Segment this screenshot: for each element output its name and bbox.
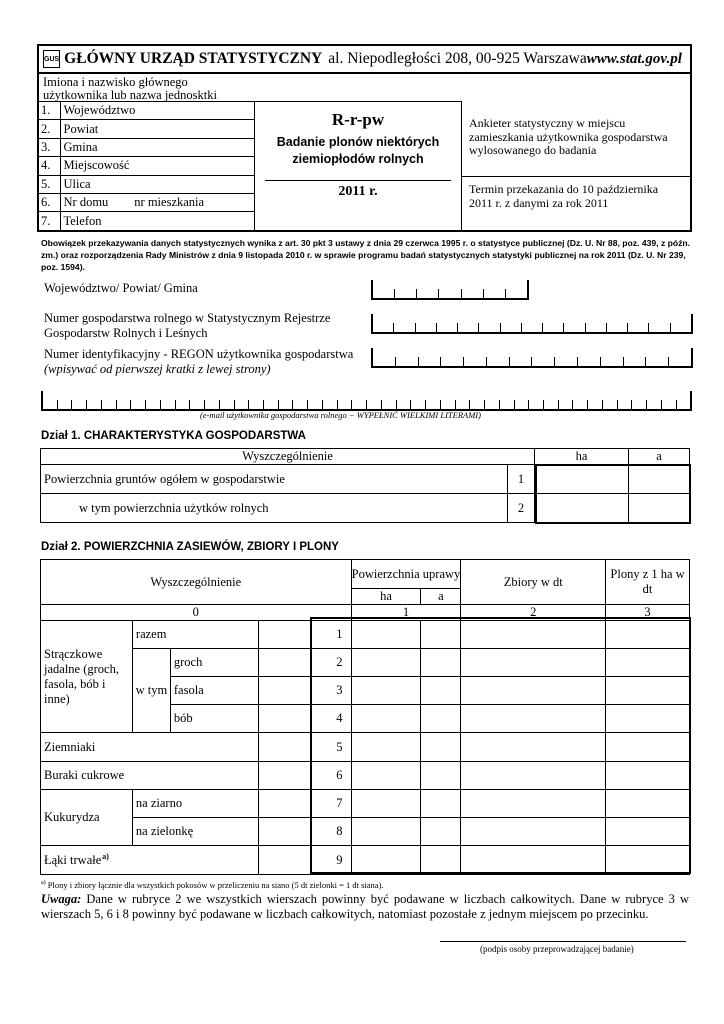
row-label-total-area: Powierzchnia gruntów ogółem w gospodarstwie [41,465,508,494]
cell-yield[interactable] [606,818,690,846]
row-label-broad-beans: bób [170,705,258,733]
cell-ha[interactable] [535,494,629,523]
signature-caption: (podpis osoby przeprowadzającej badanie) [480,944,634,954]
deadline-note: Termin przekazania do 10 października 2011 r. z danymi za rok 2011 [469,182,659,210]
form-code: R-r-pw [331,110,385,129]
apartment-number-label: nr mieszkania [134,195,205,210]
footnote-text: Plony i zbiory łącznie dla wszystkich pokosów w przeliczeniu na siano (5 dt zielonki = 1 dt siana). [47,880,384,890]
cell-a[interactable] [421,649,461,677]
row-number: 3. [39,138,60,156]
cell-ha[interactable] [351,818,421,846]
row-number: 2. [39,120,60,138]
regon-boxes[interactable] [371,348,693,368]
cell-yield[interactable] [606,677,690,705]
cell-ha[interactable] [351,705,421,733]
row-label-potatoes: Ziemniaki [41,733,259,762]
note-label: Uwaga: [41,892,82,906]
email-caption: (e-mail użytkownika gospodarstwa rolnego − WYPEŁNIĆ WIELKIMI LITERAMI) [200,410,481,420]
cell-ha[interactable] [351,621,421,649]
col-header-a: a [629,449,690,465]
signature-line[interactable] [440,941,686,942]
row-number: 5 [258,733,351,762]
row-number: 1 [258,621,351,649]
cell-ha[interactable] [351,846,421,875]
col-header-harvest: Zbiory w dt [461,560,606,605]
cell-yield[interactable] [606,790,690,818]
cell-yield[interactable] [606,846,690,875]
house-number-label: Nr domu [63,195,109,210]
row-label-agricultural-area: w tym powierzchnia użytków rolnych [41,494,508,523]
section-1-title: Dział 1. CHARAKTERYSTYKA GOSPODARSTWA [41,430,306,442]
address-field-commune[interactable]: Gmina [60,138,255,156]
row-number: 1. [39,102,60,120]
address-field-county[interactable]: Powiat [60,120,255,138]
region-code-boxes[interactable] [371,280,529,300]
address-field-voivodeship[interactable]: Województwo [60,102,255,120]
region-label: Województwo/ Powiat/ Gmina [44,281,198,295]
header-website[interactable]: www.stat.gov.pl [586,50,682,67]
col-number: 0 [41,605,352,621]
form-title: Badanie plonów niektórych ziemiopłodów rolnych [276,135,440,166]
footnote-mark: a) [41,880,46,887]
row-label-green: na zielonkę [132,818,258,846]
row-label-legumes: Strączkowe jadalne (groch, fasola, bób i inne) [41,621,133,733]
email-boxes[interactable] [41,391,692,411]
row-number: 5. [39,175,60,193]
divider [265,180,451,181]
cell-ha[interactable] [535,465,629,494]
col-header-desc: Wyszczególnienie [41,449,535,465]
address-field-street[interactable]: Ulica [60,175,255,193]
cell-yield[interactable] [606,733,690,762]
header-title: GŁÓWNY URZĄD STATYSTYCZNY [64,50,323,67]
cell-a[interactable] [629,494,690,523]
gus-logo-icon: GUS [43,50,60,68]
form-title-block [254,101,462,232]
cell-yield[interactable] [606,621,690,649]
row-number: 9 [258,846,351,875]
col-header-yield: Plony z 1 ha w dt [606,560,690,605]
col-header-desc: Wyszczególnienie [41,560,352,605]
header-bar [37,44,692,74]
divider [462,176,692,177]
row-number: 4 [258,705,351,733]
cell-harvest[interactable] [461,621,606,649]
cell-harvest[interactable] [461,846,606,875]
cell-a[interactable] [421,762,461,790]
cell-a[interactable] [421,677,461,705]
note [41,892,689,922]
cell-harvest[interactable] [461,705,606,733]
cell-yield[interactable] [606,705,690,733]
legal-note: Obowiązek przekazywania danych statystycznych wynika z art. 30 pkt 3 ustawy z dnia 29 czerwca 1995 r. o statystyce publicznej (Dz. U. Nr 88, poz. 439, z późn. zm.) oraz rozporządzenia Rady Ministrów z dnia 9 listopada 2010 r. w sprawie programu badań statystycznych statystyki publicznej na rok 2011 (Dz. U. Nr 239, poz. 1594). [41,238,691,272]
note-text: Dane w rubryce 2 we wszystkich wierszach powinny być podawane w liczbach całkowitych. Dane w rubryce 3 w wierszach 5, 6 i 8 powinny być podawane w liczbach całkowitych, natomiast pozostałe z jednym miejscem po przecinku. [41,892,689,921]
cell-harvest[interactable] [461,790,606,818]
farm-number-label: Numer gospodarstwa rolnego w Statystycznym Rejestrze Gospodarstw Rolnych i Leśnych [44,311,331,340]
cell-harvest[interactable] [461,762,606,790]
row-number: 2 [508,494,535,523]
address-table [39,101,255,230]
cell-a[interactable] [421,846,461,875]
regon-hint: (wpisywać od pierwszej kratki z lewej strony) [44,362,271,376]
col-header-area: Powierzchnia uprawy [351,560,461,589]
form-year: 2011 r. [338,184,378,199]
footnote [41,880,384,890]
cell-harvest[interactable] [461,733,606,762]
col-header-ha: ha [535,449,629,465]
col-number: 1 [351,605,461,621]
section-1-table [40,448,690,523]
cell-a[interactable] [421,818,461,846]
cell-a[interactable] [629,465,690,494]
col-header-a: a [421,589,461,605]
header-address: al. Niepodległości 208, 00-925 Warszawa [328,50,587,67]
section-2-table [40,559,690,875]
row-number: 7. [39,212,60,230]
cell-ha[interactable] [351,677,421,705]
section-2-title: Dział 2. POWIERZCHNIA ZASIEWÓW, ZBIORY I PLONY [41,541,339,553]
form-info-block [462,101,692,232]
row-label-sugar-beets: Buraki cukrowe [41,762,259,790]
cell-ha[interactable] [351,733,421,762]
respondent-name-label: Imiona i nazwisko głównego użytkownika lub nazwa jednosktki [43,75,217,102]
meadows-label: Łąki trwałe [44,853,102,868]
farm-number-boxes[interactable] [371,314,693,334]
row-label-maize: Kukurydza [41,790,133,846]
row-label-of-which: w tym [132,649,170,733]
row-label-grain: na ziarno [132,790,258,818]
row-label-meadows [41,846,259,875]
address-field-locality[interactable]: Miejscowość [60,157,255,175]
cell-yield[interactable] [606,649,690,677]
address-field-house[interactable] [60,193,255,211]
cell-harvest[interactable] [461,818,606,846]
col-number: 2 [461,605,606,621]
footnote-mark: a) [102,851,109,861]
cell-a[interactable] [421,705,461,733]
row-number: 6 [258,762,351,790]
row-label-peas: groch [170,649,258,677]
cell-harvest[interactable] [461,649,606,677]
cell-a[interactable] [421,790,461,818]
row-number: 3 [258,677,351,705]
row-number: 2 [258,649,351,677]
row-number: 8 [258,818,351,846]
row-number: 1 [508,465,535,494]
address-field-phone[interactable]: Telefon [60,212,255,230]
col-number: 3 [606,605,690,621]
row-number: 6. [39,193,60,211]
cell-a[interactable] [421,733,461,762]
cell-harvest[interactable] [461,677,606,705]
interviewer-note: Ankieter statystyczny w miejscu zamieszkania użytkownika gospodarstwa wylosowanego do badania [469,116,668,157]
cell-ha[interactable] [351,790,421,818]
respondent-id-block [37,74,692,232]
col-header-ha: ha [351,589,421,605]
cell-ha[interactable] [351,649,421,677]
cell-yield[interactable] [606,762,690,790]
row-label-beans: fasola [170,677,258,705]
row-label-total: razem [132,621,258,649]
regon-label: Numer identyfikacyjny - REGON użytkownika gospodarstwa [44,347,354,361]
row-number: 4. [39,157,60,175]
cell-a[interactable] [421,621,461,649]
row-number: 7 [258,790,351,818]
cell-ha[interactable] [351,762,421,790]
